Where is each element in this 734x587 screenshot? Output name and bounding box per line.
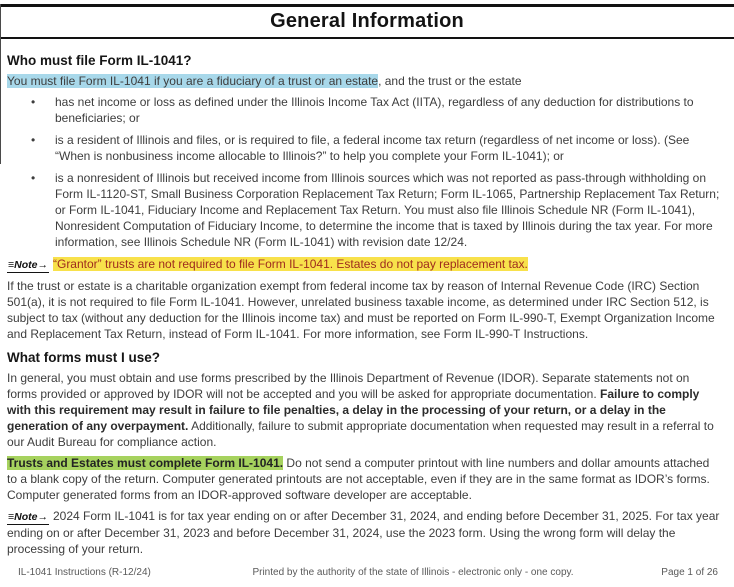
bullet-icon: • <box>31 95 36 109</box>
forms-requirements-paragraph <box>7 370 722 450</box>
note-icon-label: Note <box>14 259 38 271</box>
page-title: General Information <box>270 10 464 32</box>
note-icon-lines: ≡ <box>8 511 15 523</box>
list-item-text: has net income or loss as defined under the Illinois Income Tax Act (IITA), regardless of any deduction for distributions to beneficiaries; or <box>55 95 694 125</box>
note-icon <box>7 259 49 273</box>
list-item <box>7 170 722 250</box>
note-icon-arrow: → <box>37 259 48 271</box>
note-icon <box>7 511 49 525</box>
footer-page-number: Page 1 of 26 <box>661 567 718 578</box>
trusts-estates-paragraph-rest: Do not send a computer printout with line numbers and dollar amounts attached to a blank copy of the return. Computer generated printouts are not acceptable, even if they are in the same format as IDOR’s forms. Computer generated forms from an IDOR-approved software developer are acceptable. <box>7 456 710 502</box>
charitable-organization-paragraph: If the trust or estate is a charitable organization exempt from federal income tax by reason of Internal Revenue Code (IRC) Section 501(a), it is not required to file Form IL-1041. However, unrelated business taxable income, as determined under IRC Section 512, is subject to tax (without any deduction for the Illinois income tax) and must be reported on Form IL-990-T, Exempt Organization Income and Replacement Tax Return, instead of Form IL-1041. For more information, see Form IL-990-T Instructions. <box>7 279 715 341</box>
section-heading-what-forms: What forms must I use? <box>7 350 161 365</box>
note-grantor-trusts <box>7 256 722 273</box>
note-2024-form <box>7 508 722 557</box>
note-icon-arrow: → <box>37 511 48 523</box>
footer-authority-text: Printed by the authority of the state of Illinois - electronic only - one copy. <box>252 567 574 578</box>
bullet-icon: • <box>31 133 36 147</box>
note-icon-lines: ≡ <box>8 259 15 271</box>
highlighted-text-green: Trusts and Estates must complete Form IL-1041. <box>7 456 284 470</box>
page-edge-scan-line <box>0 4 1 164</box>
section-heading-who-must-file: Who must file Form IL-1041? <box>7 53 192 68</box>
list-item <box>7 94 722 126</box>
list-item <box>7 132 722 164</box>
highlighted-text-yellow: “Grantor” trusts are not required to file Form IL-1041. Estates do not pay replacement tax. <box>52 257 528 271</box>
document-footer <box>0 567 734 579</box>
intro-paragraph <box>7 73 722 89</box>
document-header <box>0 4 734 39</box>
forms-paragraph-normal-2: Additionally, failure to submit appropriate documentation when requested may result in a referral to our Audit Bureau for compliance action. <box>7 419 714 449</box>
intro-paragraph-rest: , and the trust or the estate <box>378 74 522 88</box>
footer-form-id: IL-1041 Instructions (R-12/24) <box>18 567 151 578</box>
note-2024-form-text: 2024 Form IL-1041 is for tax year ending on or after December 31, 2024, and ending before December 31, 2025. For tax year ending on or after December 31, 2023 and before December 31, 2024, use the 2023 form. Using the wrong form will delay the processing of your return. <box>7 509 720 556</box>
bullet-icon: • <box>31 171 36 185</box>
failure-to-comply-bold-text: Failure to comply with this requirement may result in failure to file penalties, a delay in the processing of your return, or a delay in the generation of any overpayment. <box>7 387 700 433</box>
list-item-text: is a resident of Illinois and files, or is required to file, a federal income tax return (regardless of net income or loss). (See “When is nonbusiness income allocable to Illinois?” to help you complete your Form IL-1041); or <box>55 133 690 163</box>
note-icon-label: Note <box>14 511 38 523</box>
highlighted-text-blue: You must file Form IL-1041 if you are a fiduciary of a trust or an estate <box>7 74 379 88</box>
document-body <box>0 39 734 557</box>
forms-paragraph-normal-1: In general, you must obtain and use forms prescribed by the Illinois Department of Revenue (IDOR). Separate statements not on forms provided or approved by IDOR will not be accepted and you will be asked for appropriate documentation. <box>7 371 690 401</box>
filing-conditions-list <box>7 94 722 250</box>
trusts-estates-paragraph <box>7 455 722 503</box>
list-item-text: is a nonresident of Illinois but received income from Illinois sources which was not reported as pass-through withholding on Form IL-1120-ST, Small Business Corporation Replacement Tax Return; Form IL-1065, Partnership Replacement Tax Return; or Form IL-1041, Fiduciary Income and Replacement Tax Return. You must also file Illinois Schedule NR (Form IL-1041), Nonresident Computation of Fiduciary Income, to determine the income that is taxed by Illinois during the tax year. For more information, see Illinois Schedule NR (Form IL-1041) with revision date 12/24. <box>55 171 720 249</box>
